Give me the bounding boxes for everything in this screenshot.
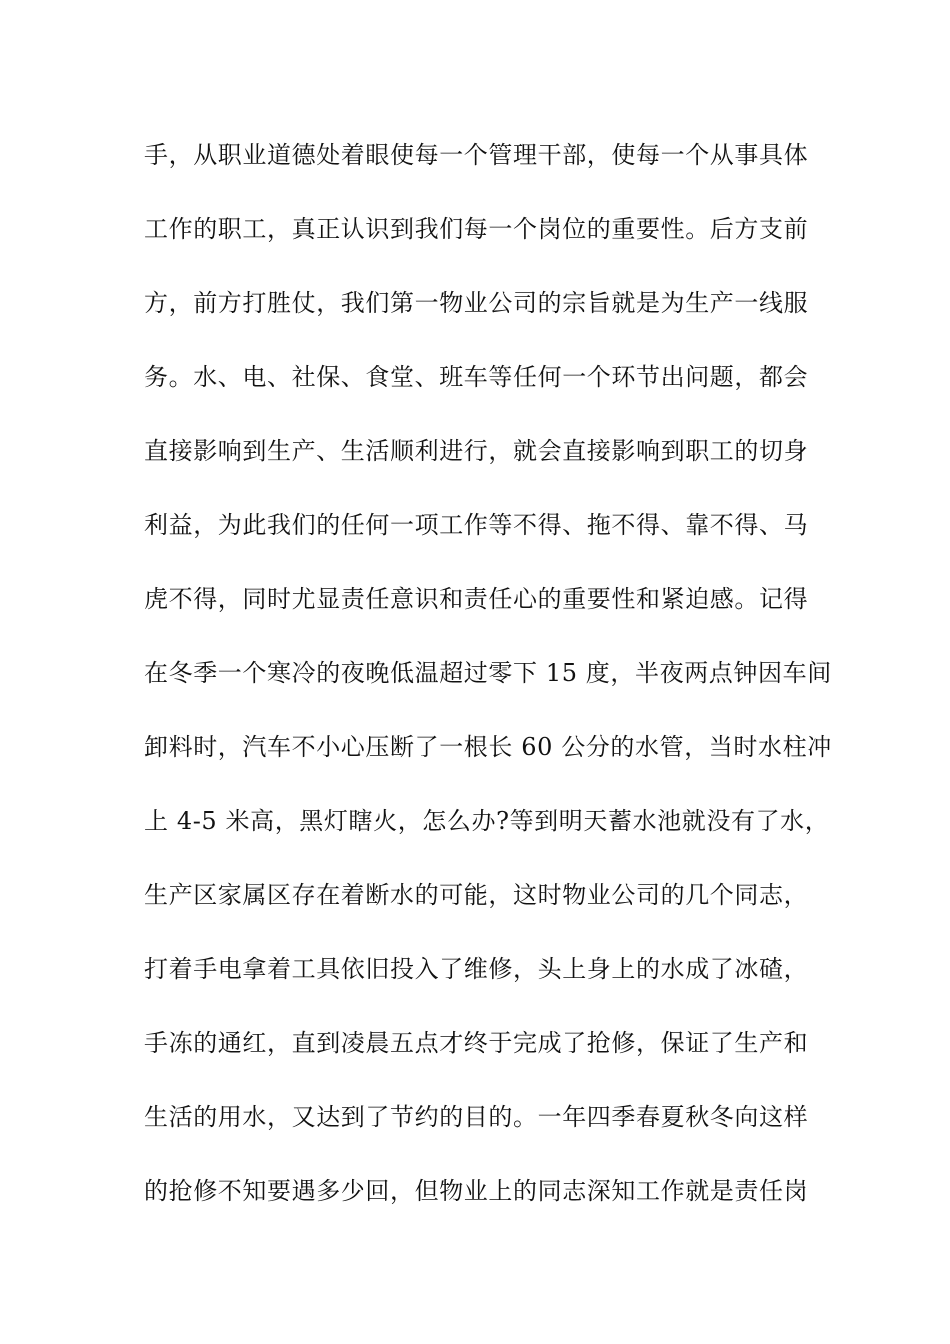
text-line: 在冬季一个寒冷的夜晚低温超过零下 15 度，半夜两点钟因车间 [144,659,832,687]
text-line: 的抢修不知要遇多少回，但物业上的同志深知工作就是责任岗 [144,1177,809,1205]
text-line: 务。水、电、社保、食堂、班车等任何一个环节出问题，都会 [144,363,809,391]
text-line: 卸料时，汽车不小心压断了一根长 60 公分的水管，当时水柱冲 [144,733,832,761]
text-line: 打着手电拿着工具依旧投入了维修，头上身上的水成了冰碴， [144,955,809,983]
text-line: 手，从职业道德处着眼使每一个管理干部，使每一个从事具体 [144,141,809,169]
text-line: 生产区家属区存在着断水的可能，这时物业公司的几个同志， [144,881,809,909]
text-line: 方，前方打胜仗，我们第一物业公司的宗旨就是为生产一线服 [144,289,809,317]
text-line: 工作的职工，真正认识到我们每一个岗位的重要性。后方支前 [144,215,809,243]
text-line: 利益，为此我们的任何一项工作等不得、拖不得、靠不得、马 [144,511,809,539]
text-line: 生活的用水，又达到了节约的目的。一年四季春夏秋冬向这样 [144,1103,809,1131]
text-line: 直接影响到生产、生活顺利进行，就会直接影响到职工的切身 [144,437,809,465]
text-line: 手冻的通红，直到凌晨五点才终于完成了抢修，保证了生产和 [144,1029,809,1057]
text-line: 上 4-5 米高，黑灯瞎火，怎么办?等到明天蓄水池就没有了水， [144,807,830,835]
body-paragraph [144,128,832,1238]
text-line: 虎不得，同时尤显责任意识和责任心的重要性和紧迫感。记得 [144,585,809,613]
